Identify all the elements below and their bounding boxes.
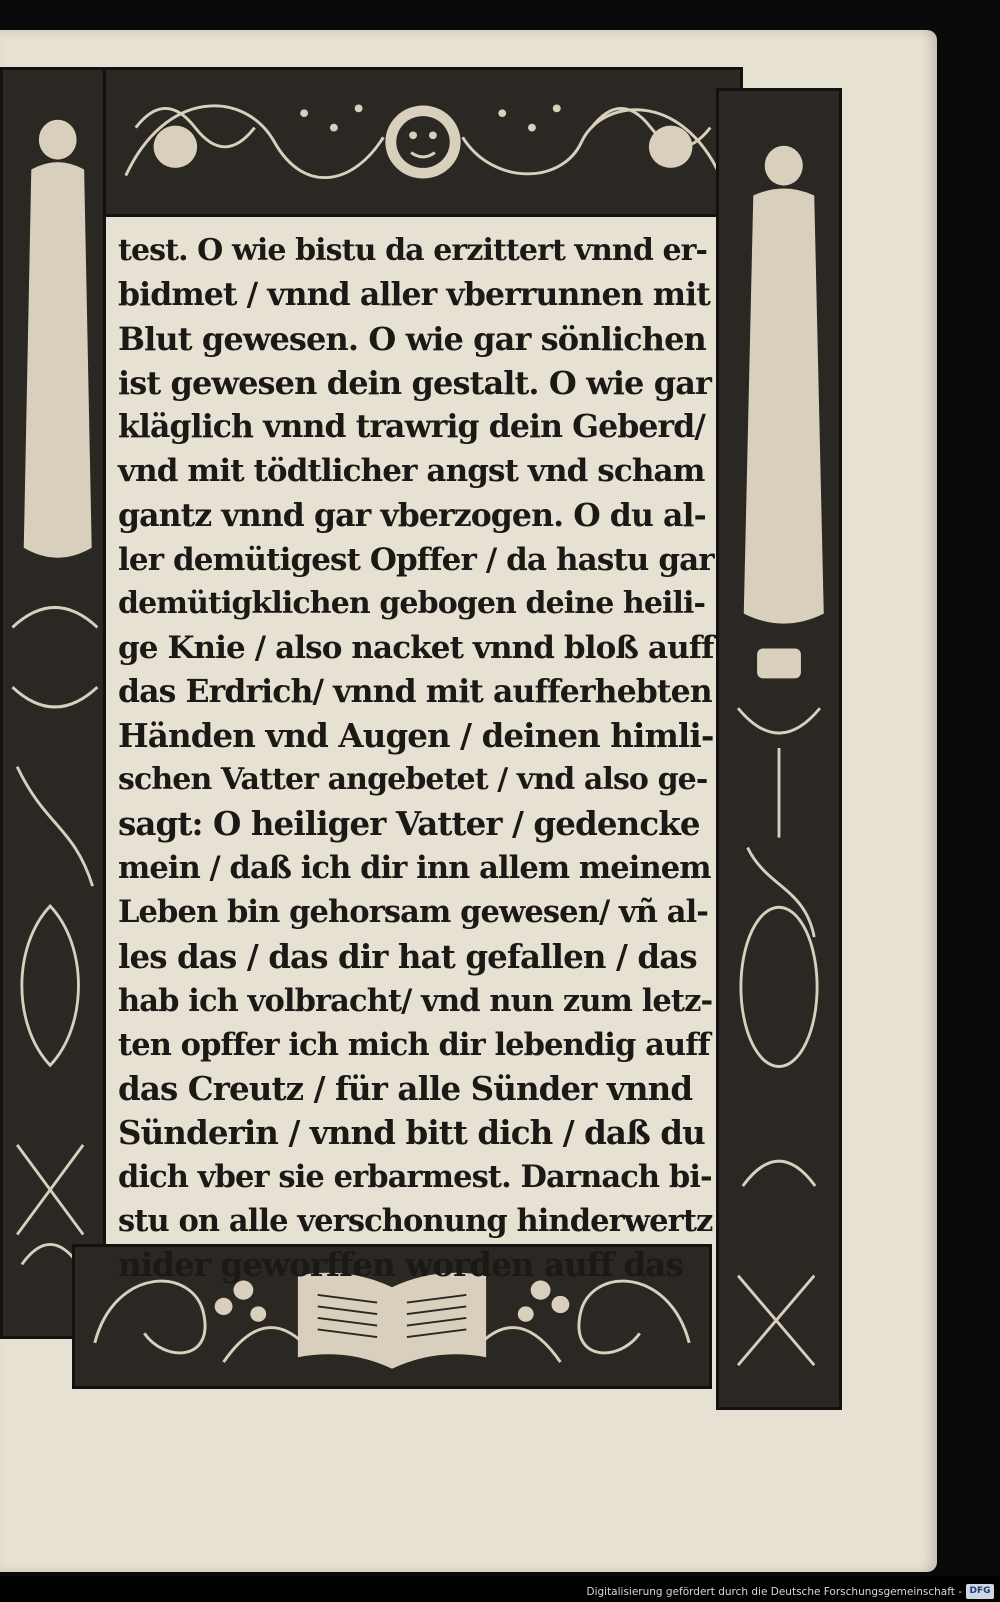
text-line: dich vber sie erbarmest. Darnach bi- [118, 1158, 712, 1195]
text-block [108, 215, 720, 1285]
text-line: Blut gewesen. O wie gar sönlichen [118, 320, 706, 359]
text-line: ge Knie / also nacket vnnd bloß auff [118, 629, 714, 666]
text-line: sagt: O heiliger Vatter / gedencke [118, 804, 700, 844]
dfg-logo: DFG [966, 1584, 994, 1599]
text-line: das Erdrich/ vnnd mit aufferhebten [118, 672, 712, 710]
text-line: ist gewesen dein gestalt. O wie gar [118, 364, 711, 403]
text-line: gantz vnnd gar vberzogen. O du al- [118, 496, 706, 534]
text-line: vnd mit tödtlicher angst vnd scham [118, 453, 705, 490]
funding-credit: Digitalisierung gefördert durch die Deutsche Forschungsgemeinschaft - [586, 1586, 962, 1598]
text-line: Sünderin / vnnd bitt dich / daß du [118, 1112, 705, 1152]
woodcut-border-right [716, 88, 842, 1410]
text-line: mein / daß ich dir inn allem meinem [118, 850, 711, 887]
text-line: ler demütigest Opffer / da hastu gar [118, 541, 714, 578]
text-line: hab ich volbracht/ vnd nun zum letz- [118, 982, 713, 1019]
text-line: das Creutz / für alle Sünder vnnd [118, 1068, 693, 1108]
woodcut-border-top [103, 67, 743, 217]
text-line: schen Vatter angebetet / vnd also ge- [118, 762, 708, 798]
text-line: demütigklichen gebogen deine heili- [118, 585, 706, 621]
text-line: test. O wie bistu da erzittert vnnd er- [118, 233, 708, 268]
text-line: kläglich vnnd trawrig dein Geberd/ [118, 408, 705, 446]
text-line: stu on alle verschonung hinderwertz [118, 1203, 713, 1240]
text-line: les das / das dir hat gefallen / das [118, 936, 697, 976]
text-line: Leben bin gehorsam gewesen/ vñ al- [118, 894, 709, 931]
text-line: Händen vnd Augen / deinen himli- [118, 716, 714, 756]
book-page [0, 30, 937, 1572]
text-line: nider geworffen worden auff das [118, 1245, 683, 1285]
text-line: ten opffer ich mich dir lebendig auff [118, 1026, 710, 1063]
woodcut-border-left [0, 67, 106, 1339]
text-line: bidmet / vnnd aller vberrunnen mit [118, 276, 710, 314]
